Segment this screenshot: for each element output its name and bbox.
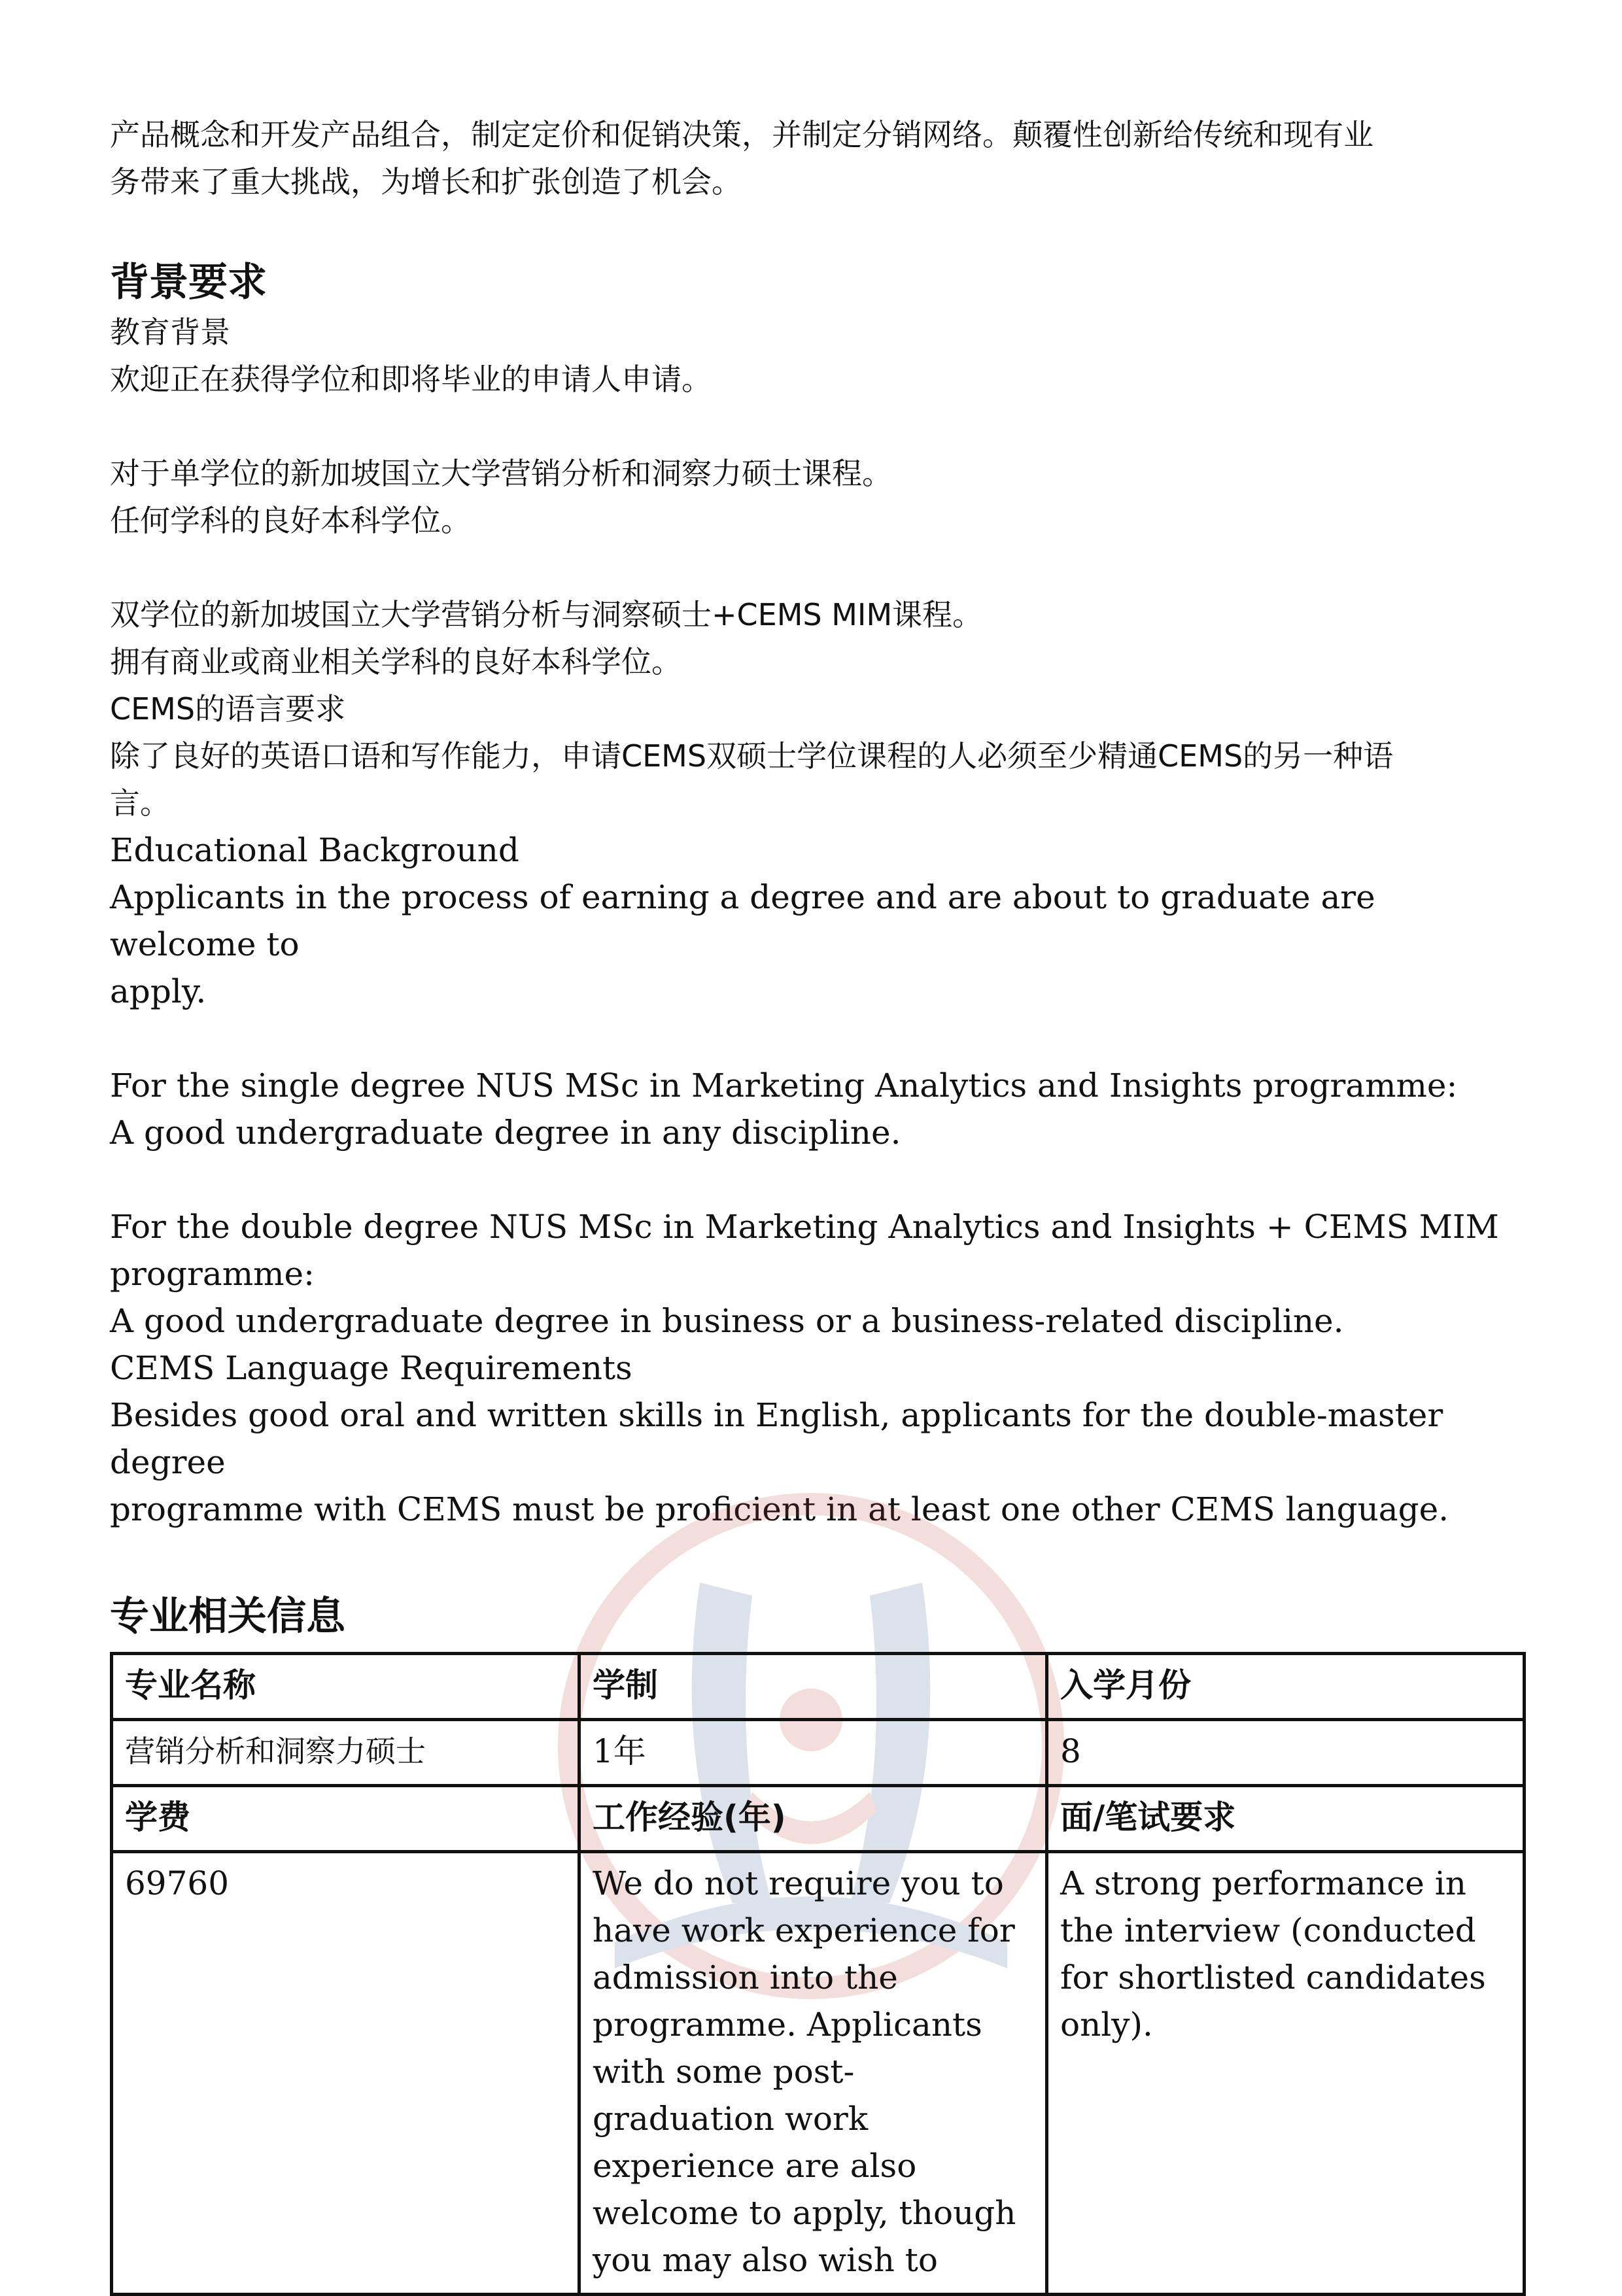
header-intake-month: 入学月份 (1047, 1654, 1525, 1720)
en-double-title-line-1: For the double degree NUS MSc in Marketing Analytics and Insights + CEMS MIM (110, 1208, 1499, 1246)
en-lang-line-1: Besides good oral and written skills in English, applicants for the double-master degree (110, 1396, 1454, 1481)
en-welcome-line-1: Applicants in the process of earning a degree and are about to graduate are welcome to (110, 878, 1386, 963)
zh-edu-label: 教育背景 (110, 315, 230, 350)
program-info-table (110, 1652, 1526, 2296)
value-program-name: 营销分析和洞察力硕士 (112, 1720, 579, 1786)
header-duration: 学制 (579, 1654, 1047, 1720)
zh-lang-line-2: 言。 (110, 785, 170, 821)
zh-lang-label: CEMS的语言要求 (110, 691, 346, 727)
zh-double-req: 拥有商业或商业相关学科的良好本科学位。 (110, 644, 682, 679)
zh-double-title: 双学位的新加坡国立大学营销分析与洞察硕士+CEMS MIM课程。 (110, 597, 983, 632)
en-welcome-line-2: apply. (110, 972, 207, 1010)
en-lang-line-2: programme with CEMS must be proficient in at least one other CEMS language. (110, 1490, 1449, 1528)
value-intake-month: 8 (1047, 1720, 1525, 1786)
value-duration: 1年 (579, 1720, 1047, 1786)
intro-line-2: 务带来了重大挑战，为增长和扩张创造了机会。 (110, 164, 742, 199)
en-double-req: A good undergraduate degree in business or a business-related discipline. (110, 1302, 1344, 1340)
header-tuition: 学费 (112, 1786, 579, 1852)
value-work-experience: We do not require you to have work experience for admission into the programme. Applicants with some post-graduation work experience are also welcome to apply, though you may also wish to (579, 1852, 1047, 2295)
table-row (112, 1852, 1525, 2295)
en-single-req: A good undergraduate degree in any discipline. (110, 1114, 901, 1152)
intro-line-1: 产品概念和开发产品组合，制定定价和促销决策，并制定分销网络。颠覆性创新给传统和现有业 (110, 117, 1373, 152)
en-lang-label: CEMS Language Requirements (110, 1349, 632, 1387)
table-row (112, 1654, 1525, 1720)
header-program-name: 专业名称 (112, 1654, 579, 1720)
background-section (110, 309, 1523, 1533)
en-single-title: For the single degree NUS MSc in Marketing Analytics and Insights programme: (110, 1067, 1458, 1105)
en-edu-label: Educational Background (110, 831, 519, 869)
header-interview: 面/笔试要求 (1047, 1786, 1525, 1852)
value-tuition: 69760 (112, 1852, 579, 2295)
header-work-experience: 工作经验(年) (579, 1786, 1047, 1852)
table-row (112, 1720, 1525, 1786)
zh-single-req: 任何学科的良好本科学位。 (110, 503, 471, 538)
program-info-heading: 专业相关信息 (110, 1594, 345, 1639)
value-interview: A strong performance in the interview (conducted for shortlisted candidates only). (1047, 1852, 1525, 2295)
en-double-title-line-2: programme: (110, 1255, 315, 1293)
background-heading: 背景要求 (110, 260, 267, 305)
table-row (112, 1786, 1525, 1852)
document-page (110, 111, 1523, 2296)
zh-welcome: 欢迎正在获得学位和即将毕业的申请人申请。 (110, 362, 712, 397)
zh-single-title: 对于单学位的新加坡国立大学营销分析和洞察力硕士课程。 (110, 456, 892, 491)
zh-lang-line-1: 除了良好的英语口语和写作能力，申请CEMS双硕士学位课程的人必须至少精通CEMS的另一种语 (110, 738, 1394, 774)
